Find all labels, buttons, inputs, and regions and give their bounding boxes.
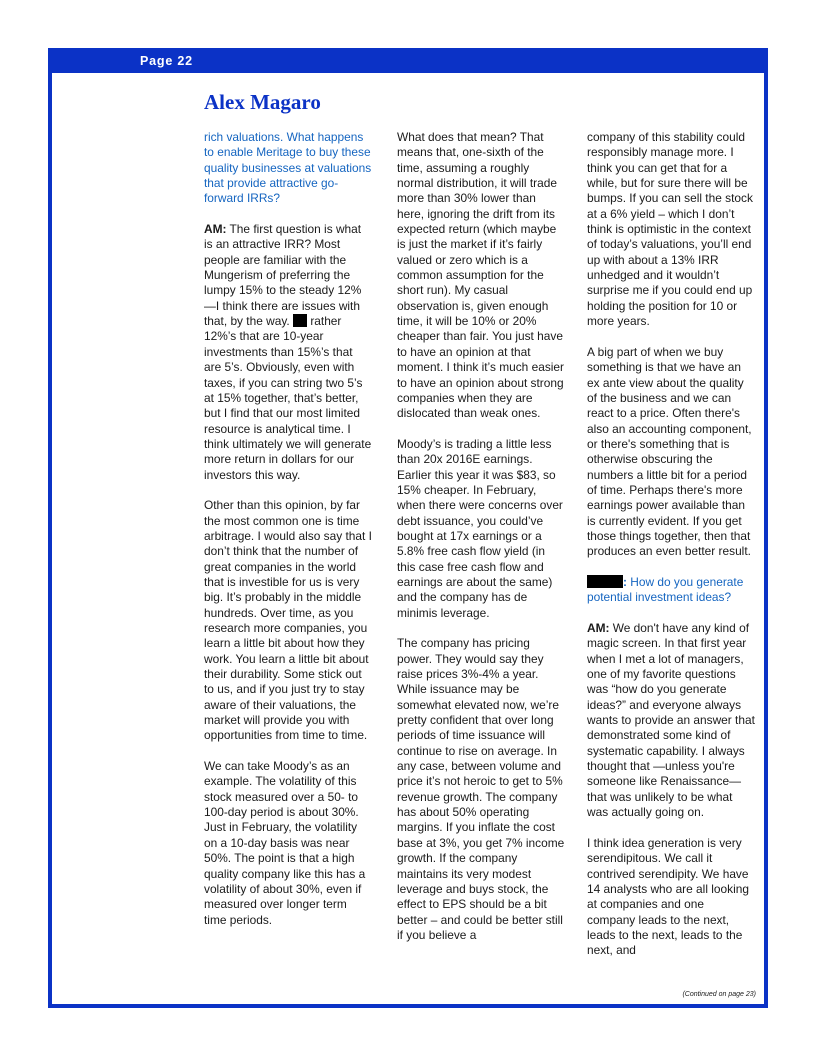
body-paragraph: I think idea generation is very serendipitous. We call it contrived serendipity. We have 14 analysts who are all looking at companies and one company leads to the next, leads to the next, leads to the next, and [587, 835, 749, 958]
text-column-1 [204, 130, 372, 943]
question-paragraph: rich valuations. What happens to enable Meritage to buy these quality businesses at valuations that provide attractive go-forward IRRs? [204, 130, 372, 206]
answer-paragraph [204, 222, 372, 483]
paragraph-text: The first question is what is an attractive IRR? Most people are familiar with the Mungerism of preferring the lumpy 15% to the steady 12% —I think there are issues with that, by the way. [204, 222, 362, 329]
question-text: How do you generate potential investment ideas? [587, 574, 744, 605]
question-colon: : [623, 574, 627, 589]
text-column-2 [397, 130, 565, 959]
body-paragraph: We can take Moody’s as an example. The volatility of this stock measured over a 50- to 100-day period is about 30%. Just in February, the volatility on a 10-day basis was near 50%. The point is that a high quality company like this has a volatility of about 30%, even if measured over longer term time periods. [204, 759, 366, 927]
speaker-label: AM: [587, 621, 610, 635]
text-column-3 [587, 130, 755, 974]
body-paragraph: Other than this opinion, by far the most common one is time arbitrage. I would also say that I don’t think that the number of great companies in the world that is investible for us is very big. It’s probably in the middle hundreds. Over time, as you research more companies, you learn a little bit about how they work. You learn a little bit about their durability. Some stick out to us, and if you just try to stay aware of their valuations, the market will provide you with opportunities from time to time. [204, 498, 372, 743]
redaction-block [293, 314, 307, 327]
body-paragraph: What does that mean? That means that, one-sixth of the time, assuming a roughly normal distribution, it will trade more than 30% lower than here, ignoring the drift from its expected return (which maybe is just the market if it’s fairly valued or zero which is a common assumption for the short run). My casual observation is, given enough time, it will be 10% or 20% cheaper than fair. You just have to have an opinion at that moment. I think it’s much easier to have an opinion about strong companies when they are dislocated than weak ones. [397, 130, 564, 421]
paragraph-text: We don't have any kind of magic screen. In that first year when I met a lot of managers, one of my favorite questions was “how do you generate ideas?” and everyone always wants to provide an answer that demonstrated some kind of systematic capability. I always thought that —unless you're someone like Renaissance—that was unlikely to be what was actually going on. [587, 621, 755, 820]
article-title: Alex Magaro [204, 90, 321, 114]
body-paragraph: The company has pricing power. They would say they raise prices 3%-4% a year. While issuance may be somewhat elevated now, we’re pretty confident that over long periods of time issuance will continue to rise on average. In any case, between volume and price it’s not heroic to get to 5% revenue growth. The company has about 50% operating margins. If you inflate the cost base at 3%, you get 7% income growth. If the company maintains its very modest leverage and buys stock, the effect to EPS should be a bit better – and could be better still if you believe a [397, 636, 565, 942]
redaction-block [587, 575, 623, 588]
speaker-label: AM: [204, 222, 227, 237]
page-number: Page 22 [140, 54, 193, 68]
body-paragraph: company of this stability could responsibly manage more. I think you can get that for a while, but for sure there will be bumps. If you can sell the stock at a 6% yield – which I don’t think is optimistic in the context of today’s valuations, you’ll end up with about a 13% IRR unhedged and it wouldn’t surprise me if you could end up holding the position for 10 or more years. [587, 130, 753, 329]
page-header-bar [52, 52, 764, 73]
body-paragraph: A big part of when we buy something is that we have an ex ante view about the quality of the business and we can react to a price. Often there's also an accounting component, or there's something that is otherwise obscuring the numbers a little bit for a period of time. Perhaps there's more earnings power available than is currently evident. If you get those things together, then that produces an even better result. [587, 344, 752, 559]
page-frame [48, 48, 768, 1008]
answer-paragraph [587, 621, 755, 820]
question-paragraph [587, 575, 755, 606]
continued-note: (Continued on page 23) [682, 991, 756, 998]
body-paragraph: Moody’s is trading a little less than 20x 2016E earnings. Earlier this year it was $83, so 15% cheaper. In February, when there were concerns over debt issuance, you could’ve bought at 17x earnings or a 5.8% free cash flow yield (in this case free cash flow and earnings are about the same) and the company has de minimis leverage. [397, 436, 563, 620]
paragraph-text: rather 12%’s that are 10-year investments than 15%’s that are 5’s. Obviously, even with taxes, if you can string two 5’s at 15% together, that’s better, but I find that our most limited resource is analytical time. I think ultimately we will generate more return in dollars for our investors this way. [204, 314, 372, 482]
